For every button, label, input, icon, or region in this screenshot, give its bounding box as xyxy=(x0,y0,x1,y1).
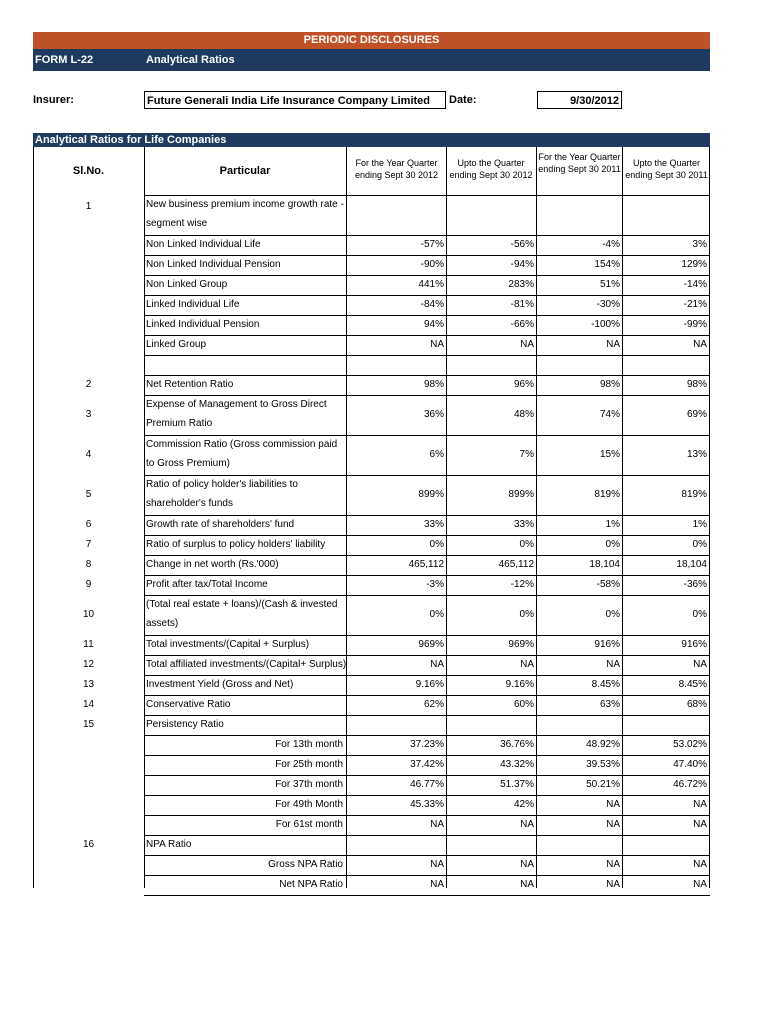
insurer-name: Future Generali India Life Insurance Company Limited xyxy=(144,91,446,109)
col-particular: Particular xyxy=(219,165,271,177)
ratio-value: 0% xyxy=(429,609,444,620)
ratio-value: NA xyxy=(606,339,620,350)
ratio-value: -58% xyxy=(596,579,620,590)
grid-line xyxy=(144,147,145,888)
sl-number: 1 xyxy=(85,201,92,212)
sl-number: 14 xyxy=(82,699,95,710)
particular-label: Non Linked Individual Pension xyxy=(146,259,281,270)
ratio-value: NA xyxy=(693,819,707,830)
col-slno: Sl.No. xyxy=(72,165,105,177)
ratio-value: NA xyxy=(430,879,444,890)
ratio-value: 33% xyxy=(513,519,534,530)
particular-label: Linked Group xyxy=(146,339,207,350)
ratio-value: 154% xyxy=(594,259,620,270)
section-title: Analytical Ratios for Life Companies xyxy=(33,133,710,147)
ratio-value: 46.77% xyxy=(410,779,444,790)
ratio-value: 8.45% xyxy=(678,679,707,690)
ratio-value: 53.02% xyxy=(673,739,707,750)
sl-number: 7 xyxy=(85,539,92,550)
form-title: Analytical Ratios xyxy=(146,54,235,66)
sl-number: 5 xyxy=(85,489,92,500)
particular-label: Ratio of surplus to policy holders' liability xyxy=(146,539,326,550)
particular-label: Non Linked Group xyxy=(146,279,228,290)
ratio-value: -84% xyxy=(420,299,444,310)
banner: PERIODIC DISCLOSURES xyxy=(33,32,710,49)
ratio-value: 63% xyxy=(599,699,620,710)
col-upto-2012: Upto the Quarter ending Sept 30 2012 xyxy=(449,158,533,180)
ratio-value: 819% xyxy=(681,489,707,500)
ratio-value: 0% xyxy=(692,539,707,550)
ratio-value: 98% xyxy=(423,379,444,390)
particular-label: (Total real estate + loans)/(Cash & invested assets) xyxy=(146,599,338,629)
ratio-value: 51% xyxy=(599,279,620,290)
ratio-value: 74% xyxy=(599,409,620,420)
sl-number: 15 xyxy=(82,719,95,730)
ratio-value: 969% xyxy=(508,639,534,650)
ratio-value: -36% xyxy=(683,579,707,590)
particular-label: Gross NPA Ratio xyxy=(268,859,343,870)
sl-number: 9 xyxy=(85,579,92,590)
ratio-value: 0% xyxy=(519,539,534,550)
particular-label: Ratio of policy holder's liabilities to shareholder's funds xyxy=(146,479,298,509)
ratio-value: -90% xyxy=(420,259,444,270)
ratio-value: 69% xyxy=(686,409,707,420)
ratio-value: -12% xyxy=(510,579,534,590)
ratio-value: 96% xyxy=(513,379,534,390)
ratio-value: 94% xyxy=(423,319,444,330)
ratio-value: 0% xyxy=(605,609,620,620)
particular-label: For 49th Month xyxy=(275,799,343,810)
sl-number: 8 xyxy=(85,559,92,570)
particular-label: Investment Yield (Gross and Net) xyxy=(146,679,294,690)
grid-line xyxy=(709,147,710,888)
ratio-value: 15% xyxy=(599,449,620,460)
ratio-value: 50.21% xyxy=(586,779,620,790)
ratio-value: NA xyxy=(520,859,534,870)
particular-label: Linked Individual Life xyxy=(146,299,240,310)
grid-line xyxy=(144,895,710,896)
ratio-value: NA xyxy=(430,859,444,870)
ratio-value: 18,104 xyxy=(676,559,707,570)
ratio-value: 465,112 xyxy=(498,559,534,570)
ratio-value: NA xyxy=(606,799,620,810)
ratio-value: 0% xyxy=(605,539,620,550)
ratio-value: 48.92% xyxy=(586,739,620,750)
col-upto-2011: Upto the Quarter ending Sept 30 2011 xyxy=(625,158,708,180)
ratio-value: 36% xyxy=(423,409,444,420)
ratio-value: 899% xyxy=(508,489,534,500)
ratio-value: 37.23% xyxy=(410,739,444,750)
ratio-value: -66% xyxy=(510,319,534,330)
insurer-label: Insurer: xyxy=(33,94,74,106)
particular-label: Growth rate of shareholders' fund xyxy=(146,519,295,530)
ratio-value: -3% xyxy=(426,579,444,590)
ratio-value: -21% xyxy=(683,299,707,310)
sl-number: 2 xyxy=(85,379,92,390)
ratio-value: 39.53% xyxy=(586,759,620,770)
sl-number: 6 xyxy=(85,519,92,530)
ratio-value: NA xyxy=(430,339,444,350)
ratio-value: 18,104 xyxy=(589,559,620,570)
particular-label: Linked Individual Pension xyxy=(146,319,260,330)
sl-number: 13 xyxy=(82,679,95,690)
particular-label: For 25th month xyxy=(275,759,343,770)
ratio-value: NA xyxy=(693,339,707,350)
ratio-value: 465,112 xyxy=(408,559,444,570)
particular-label: Persistency Ratio xyxy=(146,719,224,730)
grid-line xyxy=(144,355,710,356)
col-q-2012: For the Year Quarter ending Sept 30 2012 xyxy=(354,158,439,180)
ratio-value: -100% xyxy=(591,319,620,330)
form-bar xyxy=(33,49,710,71)
sl-number: 12 xyxy=(82,659,95,670)
particular-label: Net NPA Ratio xyxy=(279,879,343,890)
particular-label: Total affiliated investments/(Capital+ Surplus) xyxy=(146,659,347,670)
ratio-value: NA xyxy=(606,879,620,890)
ratio-value: 899% xyxy=(418,489,444,500)
ratio-value: NA xyxy=(606,859,620,870)
ratio-value: 62% xyxy=(423,699,444,710)
ratio-value: -4% xyxy=(602,239,620,250)
ratio-value: 969% xyxy=(418,639,444,650)
date-value: 9/30/2012 xyxy=(537,91,622,109)
ratio-value: 1% xyxy=(605,519,620,530)
ratio-value: 8.45% xyxy=(591,679,620,690)
ratio-value: NA xyxy=(693,879,707,890)
particular-label: Net Retention Ratio xyxy=(146,379,234,390)
ratio-value: 0% xyxy=(692,609,707,620)
ratio-value: 9.16% xyxy=(505,679,534,690)
ratio-value: NA xyxy=(520,879,534,890)
particular-label: Non Linked Individual Life xyxy=(146,239,261,250)
ratio-value: 48% xyxy=(513,409,534,420)
ratio-value: 6% xyxy=(429,449,444,460)
ratio-value: NA xyxy=(520,659,534,670)
sl-number: 3 xyxy=(85,409,92,420)
ratio-value: 3% xyxy=(692,239,707,250)
particular-label: For 13th month xyxy=(275,739,343,750)
ratio-value: 0% xyxy=(519,609,534,620)
ratio-value: 60% xyxy=(513,699,534,710)
ratio-value: NA xyxy=(606,819,620,830)
ratio-value: 68% xyxy=(686,699,707,710)
particular-label: Change in net worth (Rs.'000) xyxy=(146,559,279,570)
ratio-value: 916% xyxy=(681,639,707,650)
ratio-value: NA xyxy=(693,859,707,870)
ratio-value: NA xyxy=(693,659,707,670)
ratio-value: NA xyxy=(430,819,444,830)
ratio-value: -94% xyxy=(510,259,534,270)
ratio-value: 7% xyxy=(519,449,534,460)
ratio-value: 37.42% xyxy=(410,759,444,770)
ratio-value: 98% xyxy=(599,379,620,390)
form-code: FORM L-22 xyxy=(35,54,94,66)
ratio-value: 98% xyxy=(686,379,707,390)
ratio-value: 33% xyxy=(423,519,444,530)
ratio-value: 36.76% xyxy=(500,739,534,750)
ratio-value: 1% xyxy=(692,519,707,530)
particular-label: For 37th month xyxy=(275,779,343,790)
particular-label: NPA Ratio xyxy=(146,839,192,850)
ratio-value: 283% xyxy=(508,279,534,290)
ratio-value: 0% xyxy=(429,539,444,550)
sl-number: 11 xyxy=(83,639,94,650)
ratio-value: -81% xyxy=(510,299,534,310)
particular-label: Profit after tax/Total Income xyxy=(146,579,268,590)
ratio-value: -57% xyxy=(420,239,444,250)
date-label: Date: xyxy=(449,94,477,106)
ratio-value: NA xyxy=(520,819,534,830)
ratio-value: -14% xyxy=(683,279,707,290)
ratio-value: -56% xyxy=(510,239,534,250)
ratio-value: 129% xyxy=(681,259,707,270)
col-q-2011: For the Year Quarter ending Sept 30 2011 xyxy=(538,152,621,174)
ratio-value: 9.16% xyxy=(415,679,444,690)
particular-label: Expense of Management to Gross Direct Premium Ratio xyxy=(146,399,327,429)
ratio-value: -30% xyxy=(596,299,620,310)
sl-number: 16 xyxy=(82,839,95,850)
ratio-value: 43.32% xyxy=(500,759,534,770)
ratio-value: 441% xyxy=(418,279,444,290)
particular-label: Commission Ratio (Gross commission paid to Gross Premium) xyxy=(146,439,338,469)
sl-number: 10 xyxy=(82,609,95,620)
particular-label: Conservative Ratio xyxy=(146,699,231,710)
ratio-value: 13% xyxy=(686,449,707,460)
sl-number: 4 xyxy=(85,449,92,460)
ratio-value: 47.40% xyxy=(673,759,707,770)
ratio-value: NA xyxy=(430,659,444,670)
ratio-value: NA xyxy=(693,799,707,810)
ratio-value: NA xyxy=(606,659,620,670)
ratio-value: 46.72% xyxy=(673,779,707,790)
ratio-value: NA xyxy=(520,339,534,350)
ratio-value: 45.33% xyxy=(410,799,444,810)
ratio-value: 916% xyxy=(594,639,620,650)
ratio-value: -99% xyxy=(683,319,707,330)
particular-label: New business premium income growth rate - segment wise xyxy=(146,199,344,229)
ratio-value: 51.37% xyxy=(500,779,534,790)
ratio-value: 42% xyxy=(513,799,534,810)
ratio-value: 819% xyxy=(594,489,620,500)
particular-label: Total investments/(Capital + Surplus) xyxy=(146,639,310,650)
particular-label: For 61st month xyxy=(275,819,343,830)
